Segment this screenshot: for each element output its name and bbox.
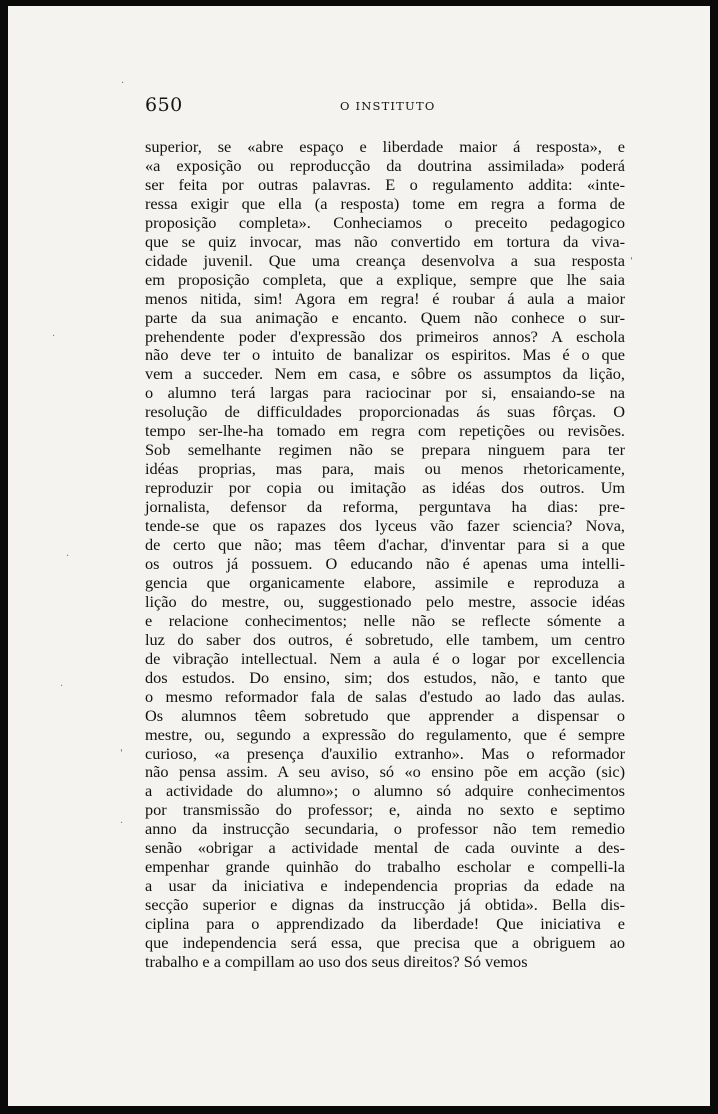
text-line: por transmissão do professor; e, ainda no sexto e septimo: [145, 800, 625, 820]
scan-speck: ·: [52, 331, 56, 342]
text-line: prehendente poder d'expressão dos primeiros annos? A eschola: [145, 326, 625, 346]
text-line: superior, se «abre espaço e liberdade maior á resposta», e: [145, 137, 625, 156]
text-line: de certo que não; mas têem d'achar, d'inventar para si a que: [145, 535, 625, 555]
text-line: Sob semelhante regimen não se prepara ninguem para ter: [145, 440, 625, 460]
text-line: em proposição completa, que a explique, sempre que lhe saia: [145, 269, 625, 289]
text-line: anno da instrucção secundaria, o professor não tem remedio: [145, 819, 625, 839]
text-line: resolução de difficuldades proporcionadas ás suas fôrças. O: [145, 402, 625, 422]
text-line: parte da sua animação e encanto. Quem não conhece o sur-: [145, 307, 625, 327]
text-line: ciplina para o apprendizado da liberdade! Que iniciativa e: [145, 914, 625, 934]
page-number: 650: [145, 94, 183, 116]
text-line: lição do mestre, ou, suggestionado pelo mestre, associe idéas: [145, 591, 625, 611]
text-line: idéas proprias, mas para, mais ou menos rhetoricamente,: [145, 459, 625, 479]
text-line: jornalista, defensor da reforma, perguntava ha dias: pre-: [145, 497, 625, 517]
running-title: O INSTITUTO: [340, 99, 436, 113]
text-line: a usar da iniciativa e independencia proprias da edade na: [145, 876, 625, 896]
scan-speck: ·: [60, 681, 64, 692]
scan-speck: ': [120, 748, 123, 759]
scan-speck: ·: [121, 78, 125, 89]
body-text: [145, 138, 625, 972]
text-line: mestre, ou, segundo a expressão do regulamento, que é sempre: [145, 724, 625, 744]
text-line: menos nitida, sim! Agora em regra! é roubar á aula a maior: [145, 288, 625, 308]
text-line: o mesmo reformador fala de salas d'estudo ao lado das aulas.: [145, 686, 625, 706]
text-line: não deve ter o intuito de banalizar os espiritos. Mas é o que: [145, 345, 625, 365]
text-line: Os alumnos têem sobretudo que apprender a dispensar o: [145, 705, 625, 725]
text-line: que independencia será essa, que precisa que a obriguem ao: [145, 933, 625, 953]
scan-speck: ·: [66, 551, 70, 562]
text-line: o alumno terá largas para raciocinar por si, ensaiando-se na: [145, 383, 625, 403]
text-line: reproduzir por copia ou imitação as idéas dos outros. Um: [145, 478, 625, 498]
scan-speck: ·: [120, 818, 124, 829]
text-line: tende-se que os rapazes dos lyceus vão fazer sciencia? Nova,: [145, 516, 625, 536]
scan-speck: ': [630, 256, 633, 267]
text-line: a actividade do alumno»; o alumno só adquire conhecimentos: [145, 781, 625, 801]
text-line: ser feita por outras palavras. E o regulamento addita: «inte-: [145, 174, 625, 194]
text-line: secção superior e dignas da instrucção já obtida». Bella dis-: [145, 895, 625, 915]
text-line: trabalho e a compillam ao uso dos seus direitos? Só vemos: [145, 951, 528, 971]
text-line: tempo ser-lhe-ha tomado em regra com repetições ou revisões.: [145, 421, 625, 441]
text-line: os outros já possuem. O educando não é apenas uma intelli-: [145, 553, 625, 573]
text-line: curioso, «a presença d'auxilio extranho». Mas o reformador: [145, 743, 625, 763]
text-line: cidade juvenil. Que uma creança desenvolva a sua resposta: [145, 250, 625, 270]
text-line: vem a succeder. Nem em casa, e sôbre os assumptos da lição,: [145, 364, 625, 384]
page-header: [145, 94, 625, 124]
text-line: que se quiz invocar, mas não convertido em tortura da viva-: [145, 231, 625, 251]
text-line: ressa exigir que ella (a resposta) tome em regra a forma de: [145, 193, 625, 213]
text-line: dos estudos. Do ensino, sim; dos estudos, não, e tanto que: [145, 667, 625, 687]
text-line: empenhar grande quinhão do trabalho escholar e compelli-la: [145, 857, 625, 877]
text-line: «a exposição ou reproducção da doutrina assimilada» poderá: [145, 155, 625, 175]
book-page: [8, 6, 710, 1106]
text-line: e relacione conhecimentos; nelle não se reflecte sómente a: [145, 610, 625, 630]
text-line: luz do saber dos outros, é sobretudo, elle tambem, um centro: [145, 629, 625, 649]
text-line: proposição completa». Conheciamos o preceito pedagogico: [145, 212, 625, 232]
text-line: de vibração intellectual. Nem a aula é o logar por excellencia: [145, 648, 625, 668]
text-line: senão «obrigar a actividade mental de cada ouvinte a des-: [145, 838, 625, 858]
text-line: gencia que organicamente elabore, assimile e reproduza a: [145, 572, 625, 592]
text-line: não pensa assim. A seu aviso, só «o ensino põe em acção (sic): [145, 762, 625, 782]
